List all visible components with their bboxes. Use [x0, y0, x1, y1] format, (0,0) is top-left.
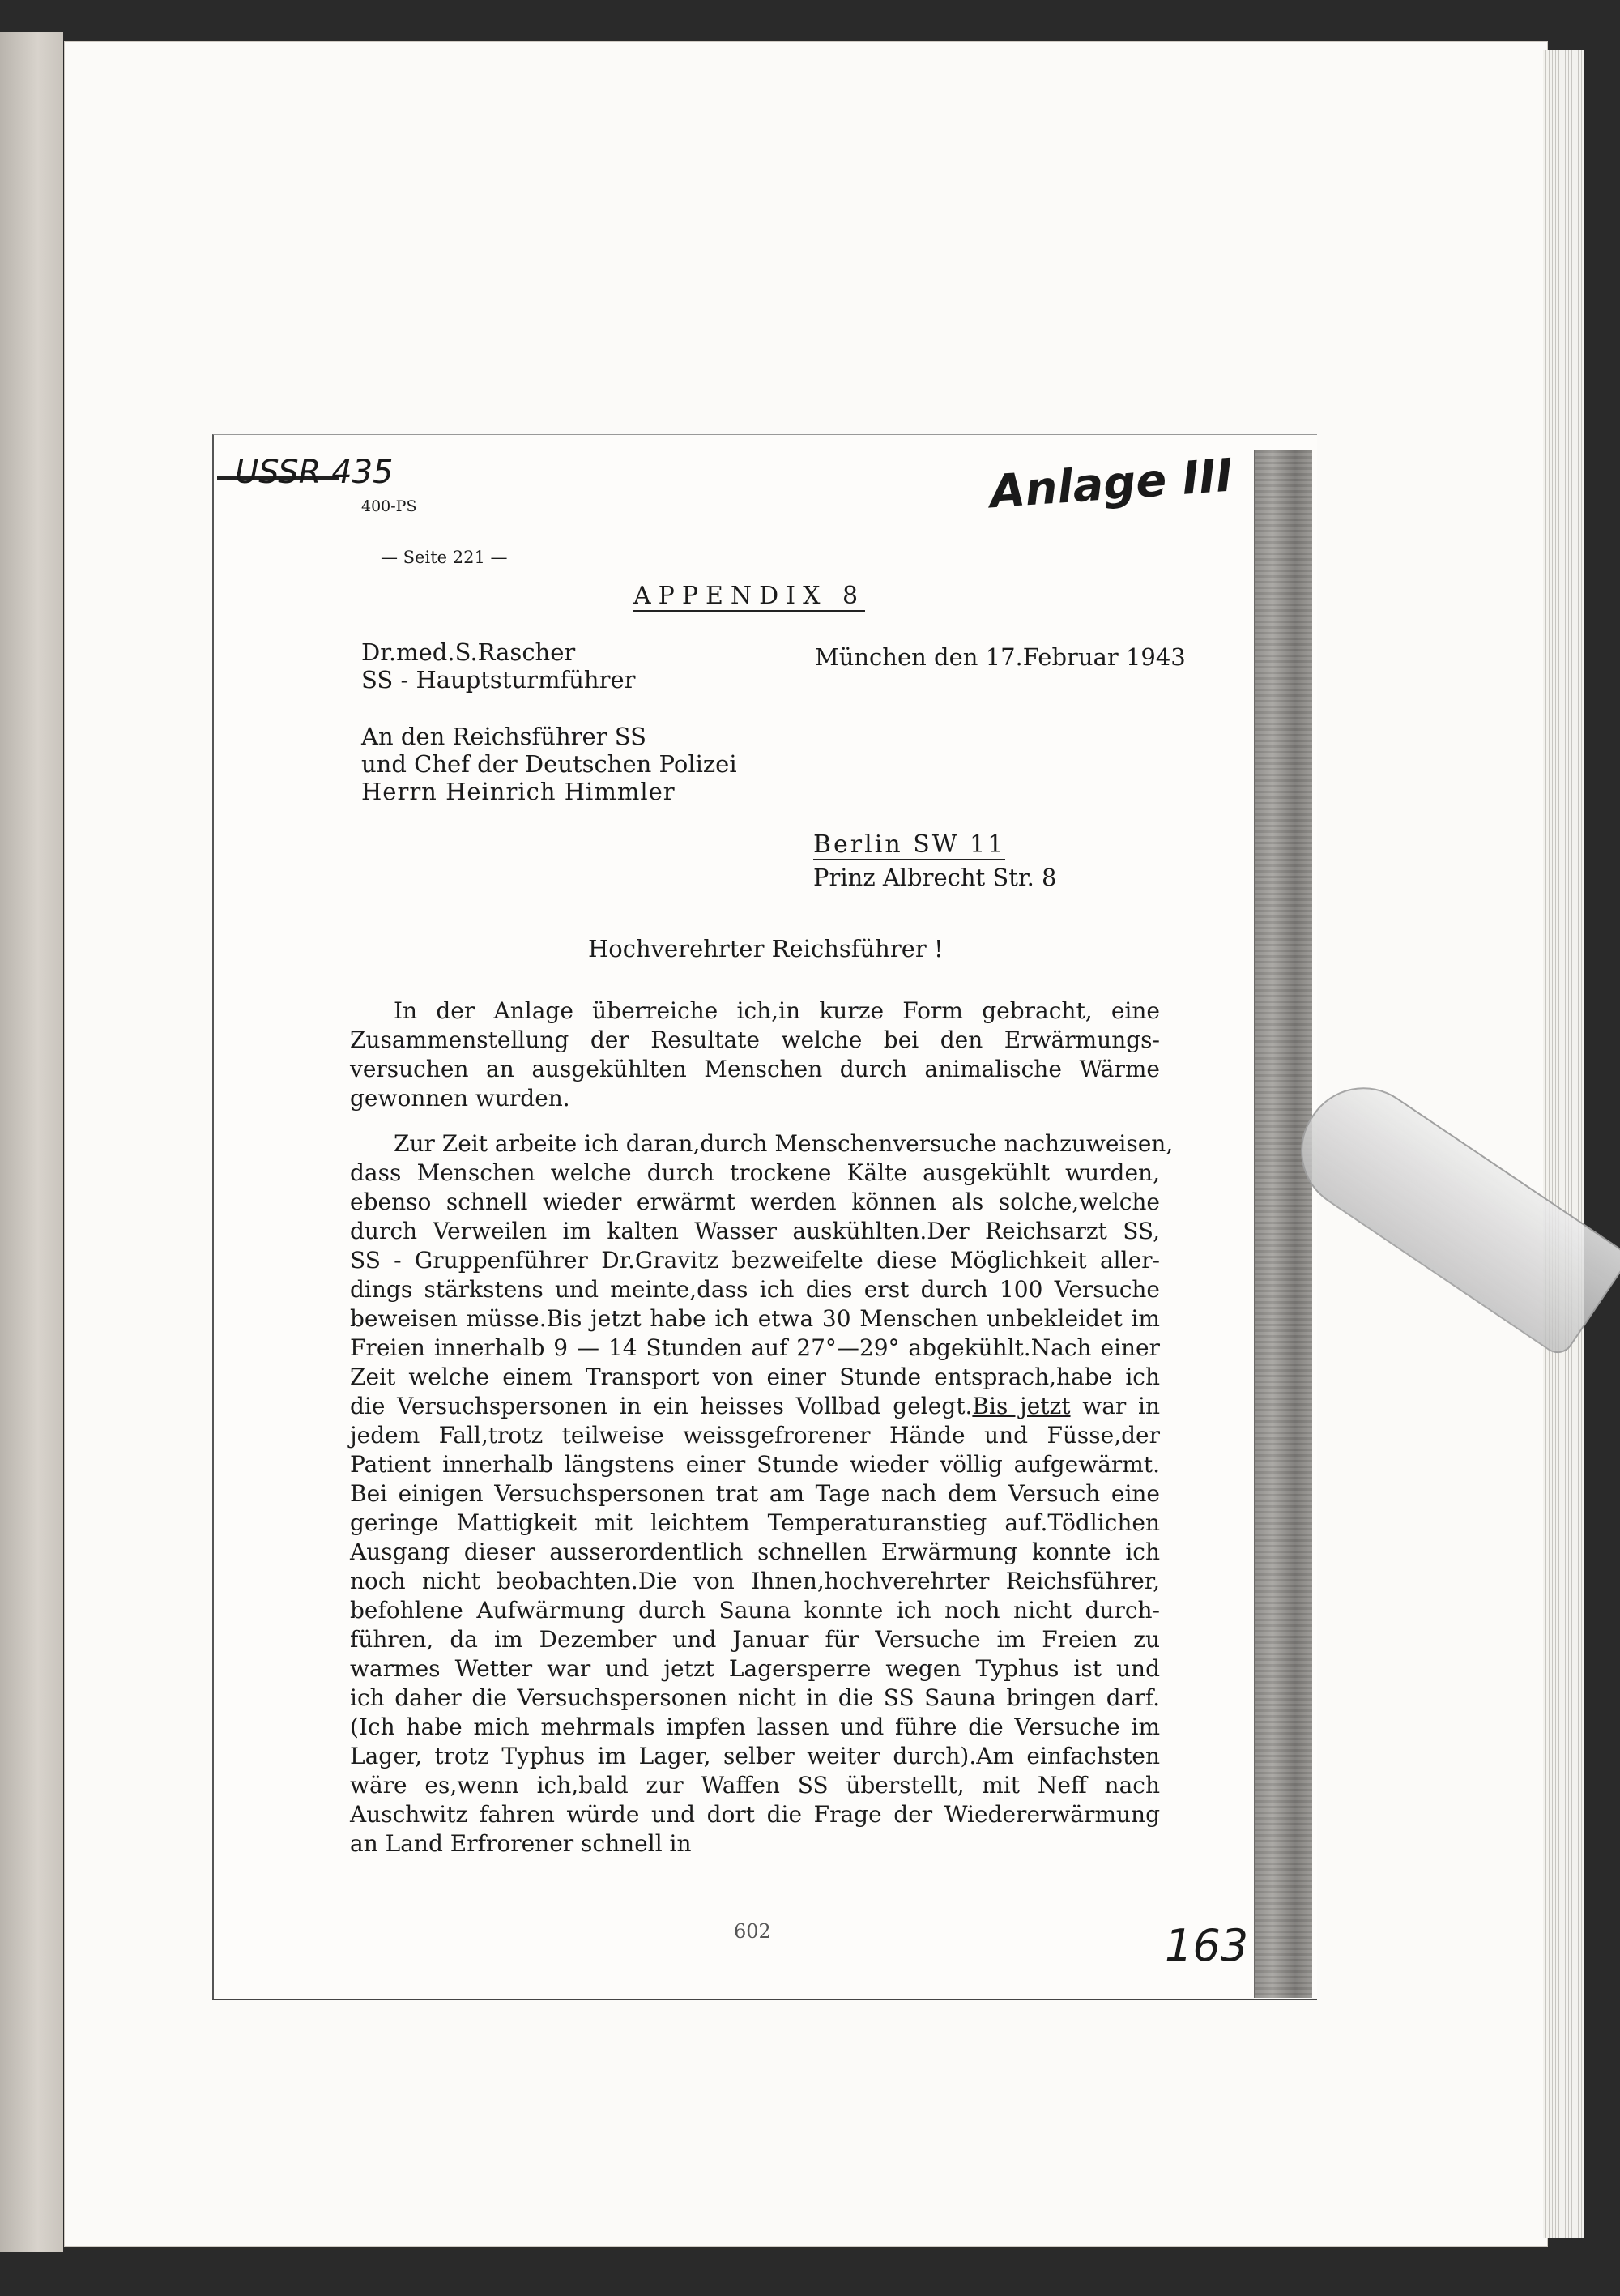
body-line: SS - Gruppenführer Dr.Gravitz bezweifelte diese Möglichkeit aller- — [350, 1247, 1160, 1274]
body-line: dings stärkstens und meinte,dass ich dies erst durch 100 Versuche — [350, 1276, 1160, 1303]
underlined-phrase: Bis jetzt — [972, 1393, 1071, 1419]
body-line: beweisen müsse.Bis jetzt habe ich etwa 30 Menschen unbekleidet im — [350, 1305, 1160, 1332]
place-date: München den 17.Februar 1943 — [815, 643, 1186, 671]
sender-name: Dr.med.S.Rascher — [361, 638, 576, 666]
body-line-with-underline — [350, 1392, 1160, 1421]
body-line: (Ich habe mich mehrmals impfen lassen und führe die Versuche im — [350, 1713, 1160, 1740]
body-paragraph — [350, 1129, 1174, 1859]
body-line: ich daher die Versuchspersonen nicht in die SS Sauna bringen darf. — [350, 1684, 1160, 1711]
page-reference: — Seite 221 — — [381, 548, 508, 567]
body-text: die Versuchspersonen in ein heisses Vollbad gelegt. — [350, 1393, 973, 1419]
body-line: befohlene Aufwärmung durch Sauna konnte ich noch nicht durch- — [350, 1597, 1160, 1624]
body-paragraph — [350, 996, 1160, 1113]
address-city: Berlin SW 11 — [813, 830, 1006, 859]
body-line: Freien innerhalb 9 — 14 Stunden auf 27°—29° abgekühlt.Nach einer — [350, 1334, 1160, 1361]
handwritten-reference: USSR 435 — [235, 454, 394, 491]
appendix-heading: APPENDIX 8 — [633, 582, 866, 610]
body-line: jedem Fall,trotz teilweise weissgefrorener Hände und Füsse,der — [350, 1422, 1160, 1449]
body-line: Zur Zeit arbeite ich daran,durch Menschenversuche nachzuweisen, — [394, 1130, 1174, 1157]
handwritten-annex-label: Anlage III — [988, 449, 1235, 519]
document-code: 400-PS — [361, 497, 417, 515]
sender-rank: SS - Hauptsturmführer — [361, 666, 636, 693]
page-stack-edge — [1543, 50, 1584, 2238]
handwritten-page-number: 163 — [1165, 1920, 1249, 1971]
previous-page-edge — [0, 32, 63, 2252]
body-line: Auschwitz fahren würde und dort die Frage der Wiedererwärmung — [350, 1801, 1160, 1828]
body-line: Zeit welche einem Transport von einer Stunde entsprach,habe ich — [350, 1364, 1160, 1390]
address-street: Prinz Albrecht Str. 8 — [813, 864, 1057, 891]
body-line: In der Anlage überreiche ich,in kurze Form gebracht, eine — [394, 997, 1160, 1024]
torn-page-edge — [1254, 450, 1312, 1998]
body-line: gewonnen wurden. — [350, 1085, 570, 1112]
body-text: war in — [1082, 1393, 1160, 1419]
body-line: Patient innerhalb längstens einer Stunde wieder völlig aufgewärmt. — [350, 1451, 1160, 1478]
body-line: wäre es,wenn ich,bald zur Waffen SS überstellt, mit Neff nach — [350, 1772, 1160, 1799]
body-line: an Land Erfrorener schnell in — [350, 1830, 692, 1857]
body-line: Lager, trotz Typhus im Lager, selber weiter durch).Am einfachsten — [350, 1743, 1160, 1769]
printed-page-number: 602 — [734, 1920, 771, 1943]
body-line: versuchen an ausgekühlten Menschen durch animalische Wärme — [350, 1056, 1160, 1082]
addressee-line: und Chef der Deutschen Polizei — [361, 750, 737, 778]
body-line: führen, da im Dezember und Januar für Versuche im Freien zu — [350, 1626, 1160, 1653]
body-line: Ausgang dieser ausserordentlich schnellen Erwärmung konnte ich — [350, 1538, 1160, 1565]
body-line: geringe Mattigkeit mit leichtem Temperaturanstieg auf.Tödlichen — [350, 1509, 1160, 1536]
body-line: durch Verweilen im kalten Wasser auskühlten.Der Reichsarzt SS, — [350, 1218, 1160, 1244]
body-line: dass Menschen welche durch trockene Kälte ausgekühlt wurden, — [350, 1159, 1160, 1186]
salutation: Hochverehrter Reichsführer ! — [588, 935, 944, 962]
addressee-line: An den Reichsführer SS — [361, 723, 646, 750]
body-line: warmes Wetter war und jetzt Lagersperre wegen Typhus ist und — [350, 1655, 1160, 1682]
body-line: ebenso schnell wieder erwärmt werden können als solche,welche — [350, 1189, 1160, 1215]
addressee-line: Herrn Heinrich Himmler — [361, 778, 676, 805]
body-line: Bei einigen Versuchspersonen trat am Tage nach dem Versuch eine — [350, 1480, 1160, 1507]
body-line: noch nicht beobachten.Die von Ihnen,hochverehrter Reichsführer, — [350, 1568, 1160, 1594]
body-line: Zusammenstellung der Resultate welche bei den Erwärmungs- — [350, 1026, 1160, 1053]
